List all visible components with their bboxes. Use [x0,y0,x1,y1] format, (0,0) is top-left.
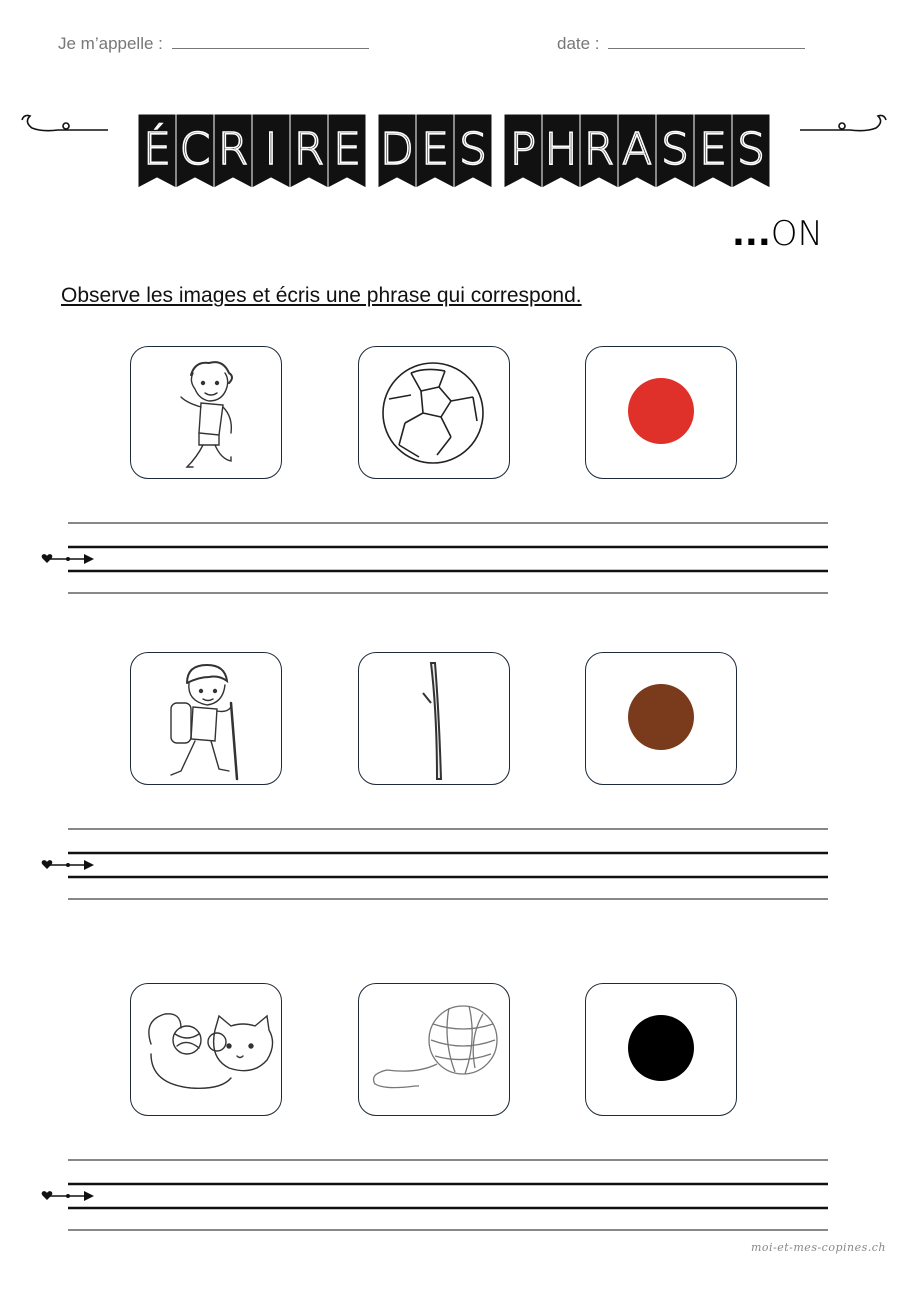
banner-swirl-right [800,116,886,131]
banner-letter: R [583,124,615,175]
banner-letter: E [333,124,361,175]
red-dot [628,378,694,444]
yarn-icon [359,984,511,1117]
image-card-ball [358,346,510,479]
image-card-yarn [358,983,510,1116]
writing-lines-2[interactable] [34,824,834,904]
color-card-brown [585,652,737,785]
banner-letter: S [737,124,765,175]
writing-lines-3[interactable] [34,1155,834,1235]
name-field[interactable] [58,34,369,54]
banner-letter: P [509,124,537,175]
banner-letter: R [293,124,325,175]
banner-letter: H [544,124,578,175]
sound-text: ON [770,214,823,254]
banner-letter: S [661,124,689,175]
banner-letter: C [179,124,211,175]
banner-letter: R [217,124,249,175]
cat-icon [131,984,283,1117]
instruction: Observe les images et écris une phrase qui correspond. [61,284,582,307]
line-start-arrow-icon [42,1191,94,1201]
stick-icon [359,653,511,786]
image-card-stick [358,652,510,785]
image-card-hiker [130,652,282,785]
line-start-arrow-icon [42,554,94,564]
name-label: Je m’appelle : [58,34,163,53]
banner-letter: S [459,124,487,175]
writing-lines-1[interactable] [34,518,834,598]
boy-icon [131,347,283,480]
title-banner [0,100,908,200]
footer-credit: moi-et-mes-copines.ch [750,1241,886,1254]
date-label: date : [557,34,600,53]
date-input-line[interactable] [608,34,805,49]
banner-letter: E [699,124,727,175]
color-card-black [585,983,737,1116]
sound-dots: ... [732,214,771,254]
image-card-boy [130,346,282,479]
banner-letter: E [421,124,449,175]
name-input-line[interactable] [172,34,369,49]
banner-letter: I [264,124,278,175]
hiker-icon [131,653,283,786]
black-dot [628,1015,694,1081]
image-card-cat [130,983,282,1116]
line-start-arrow-icon [42,860,94,870]
banner-letter: D [380,124,414,175]
banner-swirl-left [22,116,108,131]
ball-icon [359,347,511,480]
sound-label [732,214,823,254]
banner-letter: A [621,124,653,175]
banner-letter: É [143,124,171,175]
brown-dot [628,684,694,750]
date-field[interactable] [557,34,805,54]
color-card-red [585,346,737,479]
